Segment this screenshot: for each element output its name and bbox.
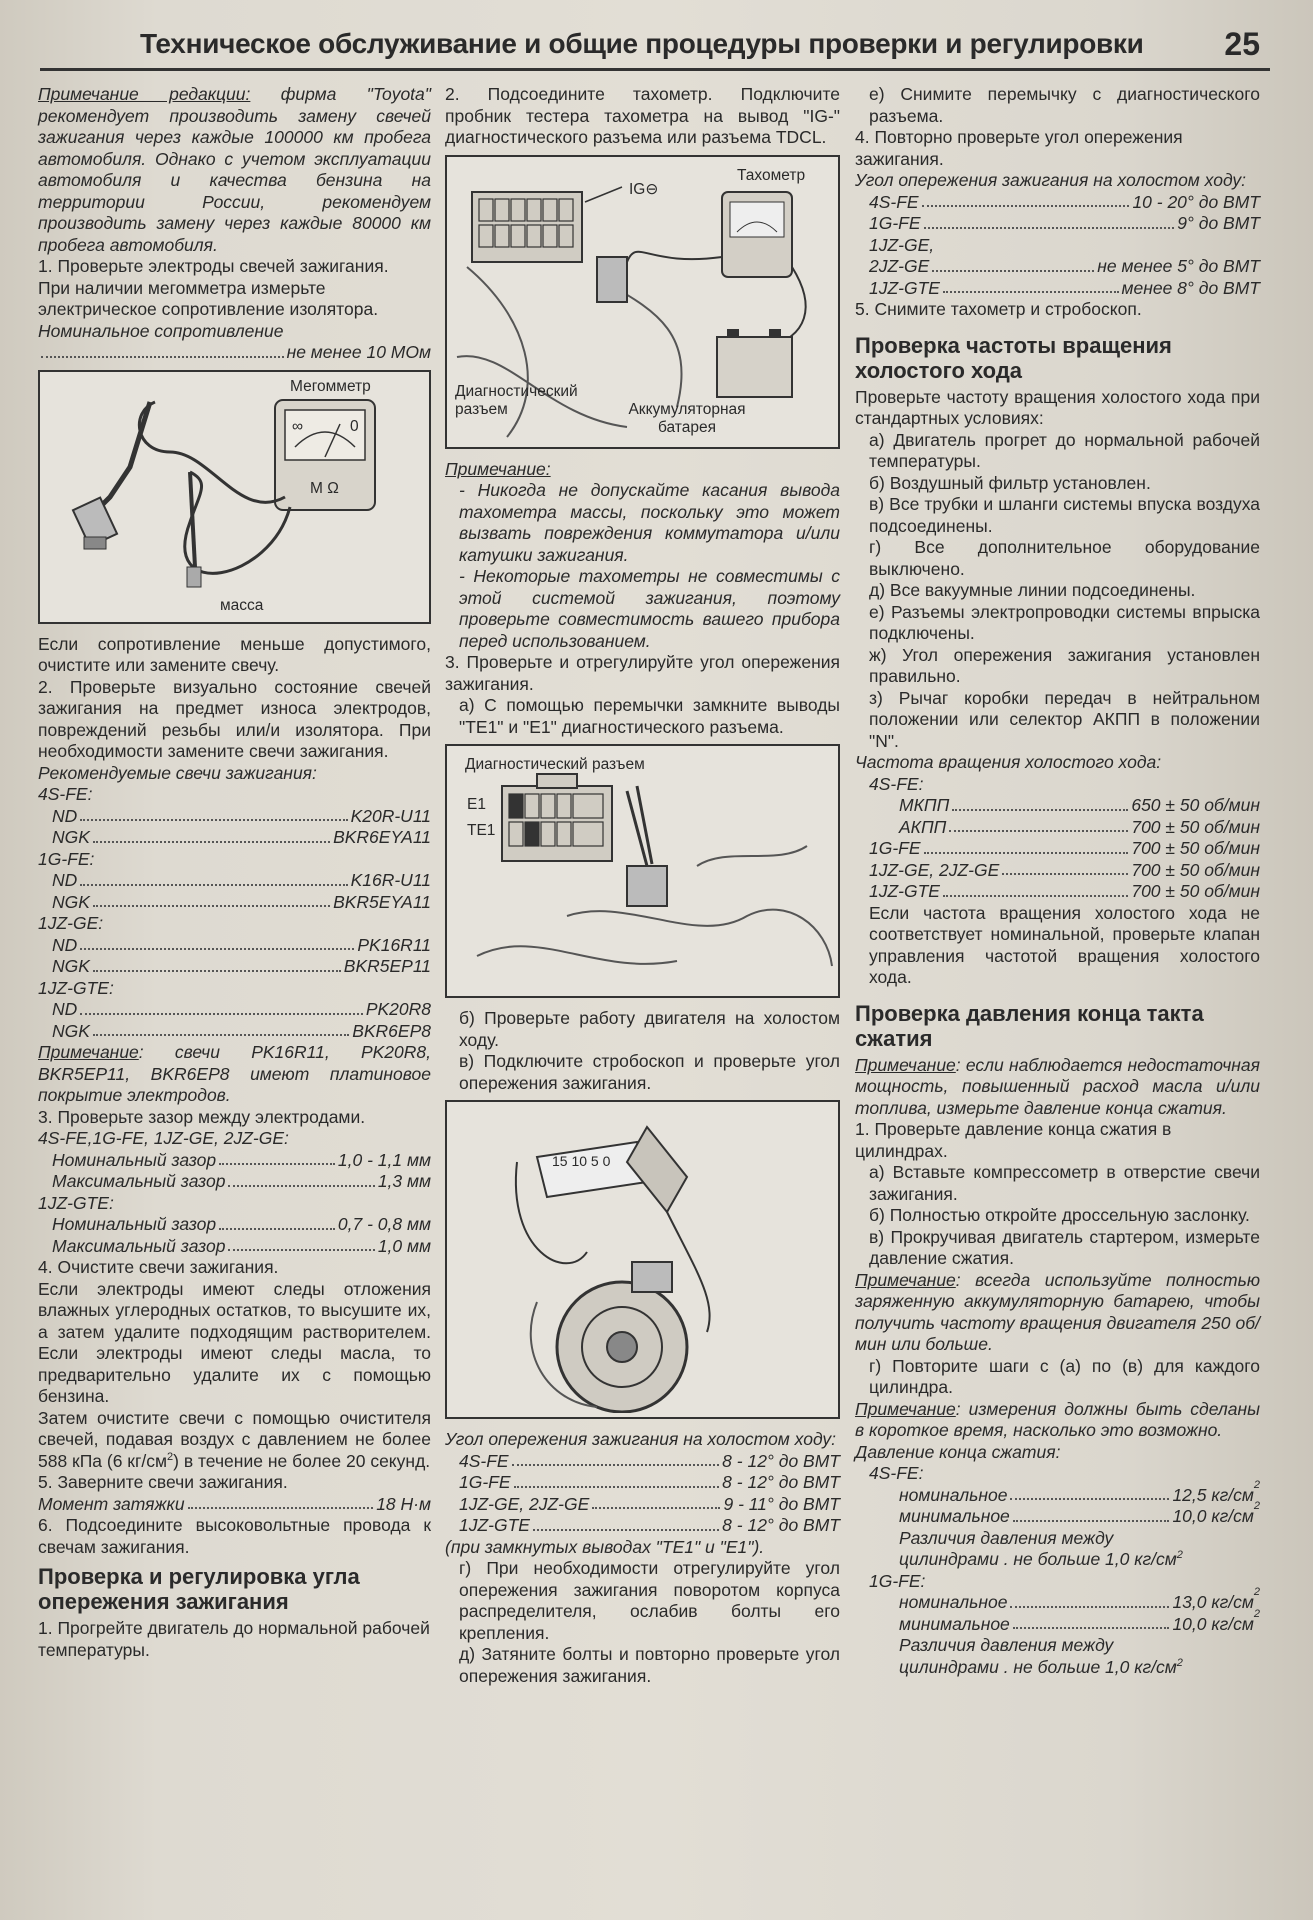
platinum-note-label: Примечание bbox=[38, 1042, 139, 1062]
idle-timing-row-value: не менее 5° до ВМТ bbox=[1097, 256, 1260, 276]
diag-connector-figure bbox=[445, 744, 840, 998]
plug-row bbox=[38, 870, 431, 892]
idle-speed-4sfe: 4S-FE: bbox=[869, 773, 924, 794]
pressure-row bbox=[899, 1607, 1260, 1636]
strobe-figure bbox=[445, 1100, 840, 1419]
compression-step: б) Полностью откройте дроссельную заслонку. bbox=[869, 1205, 1250, 1225]
idle-timing-title: Угол опережения зажигания на холостом ходу: bbox=[445, 1429, 837, 1449]
clean-text-2b: ) в течение не более 20 секунд. bbox=[173, 1450, 431, 1471]
pressure-row-sup: 2 bbox=[1253, 1500, 1260, 1512]
megohmmeter-title: Мегомметр bbox=[290, 377, 371, 395]
plug-row-label: ND bbox=[52, 805, 78, 826]
idle-condition: е) Разъемы электропроводки системы впрыска подключены. bbox=[869, 601, 1260, 643]
nominal-resistance-row bbox=[38, 342, 431, 364]
dial-zero: 0 bbox=[350, 417, 359, 435]
idle-timing-row bbox=[869, 256, 1260, 278]
editor-note-label: Примечание редакции: bbox=[38, 84, 251, 104]
plug-engine: 1JZ-GE: bbox=[38, 913, 104, 933]
heading-idle-speed: Проверка частоты вращения холостого хода bbox=[855, 332, 1172, 383]
plug-row-value: PK20R8 bbox=[365, 999, 431, 1019]
gap-row-value: 1,0 - 1,1 мм bbox=[337, 1149, 431, 1170]
low-resistance-text: Если сопротивление меньше допустимого, очистите или замените свечу. bbox=[38, 633, 431, 675]
idle-timing-row-dots bbox=[932, 256, 1094, 272]
plug-row bbox=[38, 956, 431, 978]
gap-row bbox=[52, 1150, 431, 1172]
compression-note-3 bbox=[855, 1399, 1260, 1442]
ground-label: масса bbox=[220, 596, 264, 614]
pressure-row bbox=[899, 1500, 1260, 1528]
idle-speed-row bbox=[855, 881, 1260, 903]
idle-speed-row-value: 650 ± 50 об/мин bbox=[1131, 795, 1260, 815]
page-title: Техническое обслуживание и общие процедуры проверки и регулировки bbox=[140, 28, 1144, 59]
plug-row-label: ND bbox=[52, 934, 78, 955]
idle-timing-row bbox=[459, 1515, 840, 1537]
idle-speed-row bbox=[855, 860, 1260, 882]
ig-terminal-label: IG⊖ bbox=[629, 180, 659, 198]
pressure-row-dots bbox=[1013, 1614, 1170, 1630]
torque-value: 18 Н·м bbox=[376, 1493, 431, 1514]
meter-unit: М Ω bbox=[310, 479, 339, 497]
plug-row bbox=[38, 935, 431, 957]
compression-step-1: 1. Проверьте давление конца сжатия в цилиндрах. bbox=[855, 1119, 1172, 1161]
megohmmeter-drawing bbox=[40, 372, 429, 618]
column-right bbox=[855, 84, 1260, 1678]
gap-row bbox=[52, 1236, 431, 1258]
idle-timing-row-dots bbox=[514, 1472, 720, 1488]
compression-step: а) Вставьте компрессометр в отверстие свечи зажигания. bbox=[869, 1162, 1260, 1204]
pressure-row bbox=[899, 1478, 1260, 1507]
idle-timing-row-dots bbox=[943, 278, 1119, 294]
plug-row-dots bbox=[93, 827, 330, 843]
tach-note-item: - Некоторые тахометры не совместимы с этой системой зажигания, поэтому проверьте совместимость вашего прибора перед использованием. bbox=[459, 566, 840, 651]
plug-row-label: NGK bbox=[52, 891, 90, 912]
idle-condition: а) Двигатель прогрет до нормальной рабочей температуры. bbox=[869, 429, 1260, 471]
column-left bbox=[38, 84, 431, 1661]
tach-notes bbox=[445, 480, 840, 652]
timing-step-3g: г) При необходимости отрегулируйте угол опережения зажигания поворотом корпуса распределителя, ослабив болты его крепления. bbox=[459, 1558, 840, 1643]
idle-timing-list bbox=[445, 1451, 840, 1537]
idle-timing-row-value: 8 - 12° до ВМТ bbox=[722, 1472, 840, 1492]
platinum-note bbox=[38, 1042, 431, 1107]
step-2: 2. Проверьте визуально состояние свечей зажигания на предмет износа электродов, повреждений резьбы или/и изолятора. При необходимости замените свечи зажигания. bbox=[38, 676, 431, 761]
idle-condition: з) Рычаг коробки передач в нейтральном положении или селектор АКПП в положении "N". bbox=[869, 687, 1260, 751]
timing-step-3: 3. Проверьте и отрегулируйте угол опережения зажигания. bbox=[445, 652, 840, 694]
pressure-row-label: минимальное bbox=[899, 1613, 1010, 1634]
pressure-row-label: номинальное bbox=[899, 1484, 1008, 1505]
plug-row-value: BKR6EP8 bbox=[352, 1020, 431, 1041]
idle-timing-row-label: 1JZ-GTE bbox=[459, 1515, 530, 1535]
idle-timing-row bbox=[869, 278, 1260, 300]
compression-steps bbox=[855, 1162, 1260, 1270]
header-rule bbox=[40, 68, 1270, 71]
plug-row-value: BKR5EYA11 bbox=[333, 891, 431, 912]
compression-step: в) Прокручивая двигатель стартером, измерьте давление сжатия. bbox=[869, 1226, 1260, 1268]
gap-row-label: Номинальный зазор bbox=[52, 1149, 217, 1170]
timing-step-3e: е) Снимите перемычку с диагностического разъема. bbox=[869, 84, 1260, 126]
timing-step-3c: в) Подключите стробоскоп и проверьте угол опережения зажигания. bbox=[459, 1051, 840, 1093]
tach-note-item: - Никогда не допускайте касания вывода тахометра массы, поскольку это может вызвать повреждения коммутатора и/или катушки зажигания. bbox=[459, 480, 840, 565]
e1-label: E1 bbox=[467, 796, 486, 813]
idle-speed-row-label: МКПП bbox=[899, 795, 950, 815]
pressure-row-dots bbox=[1013, 1506, 1170, 1522]
gap-row-label: Максимальный зазор bbox=[52, 1235, 226, 1256]
step-5: 5. Заверните свечи зажигания. bbox=[38, 1472, 288, 1492]
idle-timing-row-dots bbox=[512, 1451, 720, 1467]
gap-row-value: 1,3 мм bbox=[377, 1171, 431, 1191]
diag-connector-label: Диагностический разъем bbox=[455, 382, 578, 418]
idle-timing-row-label: 1JZ-GTE bbox=[869, 277, 940, 298]
step-3: 3. Проверьте зазор между электродами. bbox=[38, 1106, 366, 1127]
pressure-row-sup: 2 bbox=[1253, 1607, 1260, 1620]
torque-label: Момент затяжки bbox=[38, 1493, 185, 1514]
plug-row-label: NGK bbox=[52, 1020, 90, 1041]
step-4: 4. Очистите свечи зажигания. bbox=[38, 1257, 279, 1277]
idle-timing-row-label: 4S-FE bbox=[869, 191, 919, 212]
step-1: 1. Проверьте электроды свечей зажигания. bbox=[38, 256, 389, 276]
plug-row-label: ND bbox=[52, 999, 78, 1019]
pressure-row-value: 10,0 кг/см bbox=[1172, 1613, 1254, 1634]
pressure-row-value: 10,0 кг/см bbox=[1172, 1506, 1254, 1526]
idle-timing-row-dots bbox=[533, 1515, 719, 1531]
idle-timing-row-dots bbox=[592, 1494, 720, 1510]
idle-condition: ж) Угол опережения зажигания установлен правильно. bbox=[869, 644, 1260, 686]
idle-timing-row-label: 1G-FE bbox=[459, 1472, 511, 1492]
compression-note-2-label: Примечание bbox=[855, 1269, 956, 1290]
idle-timing-row bbox=[869, 192, 1260, 214]
pressure-row-value: 13,0 кг/см bbox=[1172, 1592, 1254, 1612]
nominal-resistance-label: Номинальное сопротивление bbox=[38, 320, 284, 341]
editor-note-text: фирма "Toyota" рекомендует производить замену свечей зажигания через каждые 100000 км пробега автомобиля. Однако с учетом эксплуатации автомобиля и качества бензина на территории России, рекомендуем производить замену через каждые 80000 км пробега автомобиля. bbox=[38, 84, 431, 255]
idle-timing-row-dots bbox=[924, 213, 1175, 229]
te1-label: TE1 bbox=[467, 822, 496, 839]
gap-row bbox=[52, 1214, 431, 1236]
pressure-diff-1b bbox=[855, 1549, 1260, 1571]
plug-row-value: BKR5EP11 bbox=[343, 956, 431, 976]
plug-row bbox=[38, 892, 431, 914]
idle-speed-row bbox=[855, 838, 1260, 860]
gap-engines-1: 4S-FE,1G-FE, 1JZ-GE, 2JZ-GE: bbox=[38, 1128, 289, 1148]
pressure-diff-2b-text: цилиндрами . не больше 1,0 кг/см bbox=[899, 1656, 1177, 1677]
idle-speed-row bbox=[855, 795, 1260, 817]
idle-timing-row-label: 1JZ-GE, 2JZ-GE bbox=[459, 1493, 590, 1514]
idle-speed-row-dots bbox=[943, 881, 1128, 897]
plug-row-value: PK16R11 bbox=[357, 934, 431, 955]
gap-spec-1 bbox=[38, 1150, 431, 1193]
idle-speed-row-label: 1G-FE bbox=[869, 838, 921, 858]
idle-speed-list bbox=[855, 795, 1260, 903]
idle-speed-fail: Если частота вращения холостого хода не соответствует номинальной, проверьте клапан управления частотой вращения холостого хода. bbox=[869, 902, 1260, 987]
idle-speed-row-dots bbox=[949, 817, 1128, 833]
plug-row-dots bbox=[80, 870, 347, 886]
heading-compression: Проверка давления конца такта сжатия bbox=[855, 1000, 1204, 1051]
plug-row bbox=[38, 1021, 431, 1043]
idle-timing-row-label: 4S-FE bbox=[459, 1450, 509, 1471]
compression-note-1-text: : если наблюдается недостаточная мощность, повышенный расход масла и/или топлива, измерьте давление конца сжатия. bbox=[855, 1054, 1260, 1118]
idle-timing-row-value: 8 - 12° до ВМТ bbox=[722, 1515, 840, 1535]
tachometer-figure bbox=[445, 155, 840, 449]
recommended-plugs-title: Рекомендуемые свечи зажигания: bbox=[38, 762, 317, 783]
gap-row-label: Максимальный зазор bbox=[52, 1171, 226, 1191]
strobe-drawing bbox=[447, 1102, 838, 1413]
idle-timing-title-2: Угол опережения зажигания на холостом ходу: bbox=[855, 170, 1247, 190]
plug-row-dots bbox=[80, 999, 363, 1015]
compression-step-g: г) Повторите шаги с (а) по (в) для каждого цилиндра. bbox=[869, 1355, 1260, 1397]
strobe-lamp bbox=[627, 1127, 687, 1212]
idle-timing-row bbox=[869, 213, 1260, 235]
heading-ignition-timing: Проверка и регулировка угла опережения зажигания bbox=[38, 1564, 360, 1614]
clean-text-1: Если электроды имеют следы отложения влажных углеродных остатков, то высушите их, а затем удалите подходящим растворителем. Если электроды имеют следы масла, то предварительно удалите их с помощью бензина. bbox=[38, 1278, 431, 1406]
idle-speed-row-label: АКПП bbox=[899, 816, 947, 837]
idle-timing-list-2 bbox=[855, 192, 1260, 300]
closed-terminals-note: (при замкнутых выводах "TE1" и "E1"). bbox=[445, 1536, 765, 1557]
tach-step-2: 2. Подсоедините тахометр. Подключите пробник тестера тахометра на вывод "IG-" диагностического разъема или разъема TDCL. bbox=[445, 84, 840, 147]
diag-connector-title: Диагностический разъем bbox=[465, 756, 645, 773]
timing-step-3a: а) С помощью перемычки замкните выводы "TE1" и "E1" диагностического разъема. bbox=[459, 695, 840, 737]
idle-speed-row-value: 700 ± 50 об/мин bbox=[1131, 881, 1260, 901]
idle-speed-row-label: 1JZ-GTE bbox=[869, 881, 940, 901]
page-number: 25 bbox=[1224, 26, 1260, 62]
pressure-diff-2-sup: 2 bbox=[1176, 1656, 1183, 1669]
pressure-diff-1b-text: цилиндрами . не больше 1,0 кг/см bbox=[899, 1549, 1177, 1569]
clean-text-2a: Затем очистите свечи с помощью очистителя свечей, подавая воздух с давлением не более 588 кПа (6 кг/см bbox=[38, 1407, 431, 1471]
compression-note-3-text: : измерения должны быть сделаны в короткое время, насколько это возможно. bbox=[855, 1398, 1260, 1440]
plug-row bbox=[38, 827, 431, 849]
idle-timing-row-value: 9 - 11° до ВМТ bbox=[723, 1493, 840, 1514]
idle-condition: б) Воздушный фильтр установлен. bbox=[869, 472, 1151, 493]
gap-row bbox=[52, 1171, 431, 1193]
pressure-row bbox=[899, 1586, 1260, 1614]
idle-condition: д) Все вакуумные линии подсоединены. bbox=[869, 580, 1196, 600]
plug-engine: 1G-FE: bbox=[38, 848, 95, 869]
timing-step-3b: б) Проверьте работу двигателя на холостом ходу. bbox=[459, 1008, 840, 1050]
gap-engines-2: 1JZ-GTE: bbox=[38, 1192, 114, 1213]
gap-row-dots bbox=[219, 1150, 335, 1166]
idle-timing-row-value: 10 - 20° до ВМТ bbox=[1132, 191, 1260, 212]
pressure-diff-1a: Различия давления между bbox=[899, 1527, 1114, 1548]
megohm-text: При наличии мегомметра измерьте электрическое сопротивление изолятора. bbox=[38, 277, 379, 319]
pressure-4sfe: 4S-FE: bbox=[869, 1463, 924, 1483]
gap-row-dots bbox=[228, 1236, 374, 1252]
idle-speed-row-dots bbox=[1002, 860, 1128, 876]
plug-row-label: NGK bbox=[52, 827, 90, 847]
recommended-plugs-list bbox=[38, 784, 431, 1042]
idle-timing-row-value: 9° до ВМТ bbox=[1177, 213, 1260, 233]
gap-row-dots bbox=[219, 1214, 335, 1230]
gap-row-dots bbox=[228, 1171, 374, 1187]
pressure-diff-2b bbox=[855, 1657, 1260, 1679]
plug-engine: 1JZ-GTE: bbox=[38, 977, 114, 998]
pressure-row-label: номинальное bbox=[899, 1592, 1008, 1612]
plug-row bbox=[38, 999, 431, 1021]
timing-step-5: 5. Снимите тахометр и стробоскоп. bbox=[855, 299, 1142, 319]
idle-condition: в) Все трубки и шланги системы впуска воздуха подсоединены. bbox=[869, 494, 1260, 536]
torque-row bbox=[38, 1494, 431, 1516]
idle-conditions-list bbox=[855, 430, 1260, 753]
gap-row-label: Номинальный зазор bbox=[52, 1214, 217, 1234]
gap-spec-2 bbox=[38, 1214, 431, 1257]
plug-engine: 4S-FE: bbox=[38, 784, 93, 804]
timing-step-4: 4. Повторно проверьте угол опережения зажигания. bbox=[855, 127, 1183, 169]
diag-connector-drawing bbox=[447, 746, 838, 992]
plug-row-dots bbox=[93, 892, 330, 908]
idle-speed-row-dots bbox=[924, 838, 1129, 854]
nominal-resistance-value: не менее 10 МОм bbox=[286, 342, 431, 362]
compression-note-3-label: Примечание bbox=[855, 1398, 956, 1419]
idle-timing-row-label: 1G-FE bbox=[869, 213, 921, 233]
tach-note-label: Примечание: bbox=[445, 458, 551, 479]
idle-timing-row bbox=[459, 1494, 840, 1516]
pressure-row-dots bbox=[1010, 1485, 1169, 1501]
idle-speed-row-value: 700 ± 50 об/мин bbox=[1131, 838, 1260, 858]
pressure-row-sup: 2 bbox=[1253, 1586, 1260, 1598]
plug-row-label: NGK bbox=[52, 956, 90, 976]
pressure-row-label: минимальное bbox=[899, 1506, 1010, 1526]
page-header bbox=[20, 22, 1270, 70]
gap-row-value: 0,7 - 0,8 мм bbox=[337, 1214, 431, 1234]
pressure-list-2 bbox=[855, 1586, 1260, 1635]
pressure-row-dots bbox=[1010, 1592, 1169, 1608]
tachometer-label: Тахометр bbox=[737, 166, 806, 184]
plug-row-dots bbox=[93, 956, 341, 972]
clean-sup: 2 bbox=[167, 1450, 174, 1463]
battery-label: Аккумуляторная батарея bbox=[628, 400, 746, 436]
idle-timing-engine: 1JZ-GE, bbox=[869, 234, 935, 255]
pressure-diff-2a: Различия давления между bbox=[899, 1635, 1114, 1655]
idle-speed-intro: Проверьте частоту вращения холостого хода при стандартных условиях: bbox=[855, 386, 1260, 428]
idle-timing-row-dots bbox=[922, 192, 1130, 208]
pressure-row-value: 12,5 кг/см bbox=[1172, 1484, 1254, 1505]
platinum-note-text: : свечи PK16R11, PK20R8, BKR5EP11, BKR6EP8 имеют платиновое покрытие электродов. bbox=[38, 1042, 431, 1105]
clean-text-2 bbox=[38, 1408, 431, 1473]
pressure-list-1 bbox=[855, 1478, 1260, 1528]
idle-speed-row-label: 1JZ-GE, 2JZ-GE bbox=[869, 859, 1000, 880]
editor-note bbox=[38, 84, 431, 256]
timing-step-3d: д) Затяните болты и повторно проверьте угол опережения зажигания. bbox=[459, 1644, 840, 1686]
idle-timing-row-label: 2JZ-GE bbox=[869, 256, 930, 276]
plug-row-value: BKR6EYA11 bbox=[333, 827, 431, 847]
strobe-scale-text: 15 10 5 0 bbox=[552, 1153, 611, 1169]
idle-timing-row bbox=[459, 1451, 840, 1473]
megohmmeter-figure bbox=[38, 370, 431, 624]
gap-row-value: 1,0 мм bbox=[377, 1235, 431, 1256]
idle-speed-row-value: 700 ± 50 об/мин bbox=[1131, 859, 1260, 880]
column-middle bbox=[445, 84, 840, 1687]
idle-condition: г) Все дополнительное оборудование выключено. bbox=[869, 537, 1260, 579]
idle-timing-row bbox=[459, 1472, 840, 1494]
ignition-step-1: 1. Прогрейте двигатель до нормальной рабочей температуры. bbox=[38, 1618, 430, 1660]
idle-timing-row-value: менее 8° до ВМТ bbox=[1121, 277, 1260, 298]
plug-row bbox=[38, 806, 431, 828]
plug-row-value: K20R-U11 bbox=[350, 805, 431, 826]
pressure-1gfe: 1G-FE: bbox=[869, 1570, 926, 1591]
compression-note-2 bbox=[855, 1270, 1260, 1356]
idle-speed-row-value: 700 ± 50 об/мин bbox=[1131, 816, 1260, 837]
pressure-diff-1-sup: 2 bbox=[1176, 1549, 1183, 1562]
idle-timing-row-value: 8 - 12° до ВМТ bbox=[722, 1450, 840, 1471]
compression-note-2-text: : всегда используйте полностью заряженную аккумуляторную батарею, чтобы получить частоту вращения двигателя 250 об/мин или больше. bbox=[855, 1269, 1260, 1354]
dial-infinity: ∞ bbox=[292, 417, 304, 435]
pressure-title: Давление конца сжатия: bbox=[855, 1441, 1061, 1462]
compression-note-1 bbox=[855, 1055, 1260, 1120]
plug-row-label: ND bbox=[52, 870, 78, 890]
idle-speed-title: Частота вращения холостого хода: bbox=[855, 752, 1162, 772]
plug-row-value: K16R-U11 bbox=[350, 870, 431, 890]
plug-row-dots bbox=[80, 806, 347, 822]
battery bbox=[717, 337, 792, 397]
pressure-row-sup: 2 bbox=[1253, 1478, 1260, 1491]
compression-note-1-label: Примечание bbox=[855, 1054, 956, 1075]
plug-row-dots bbox=[80, 935, 354, 951]
plug-row-dots bbox=[93, 1021, 349, 1037]
idle-speed-row-dots bbox=[952, 795, 1128, 811]
idle-speed-row bbox=[855, 817, 1260, 839]
step-6: 6. Подсоедините высоковольтные провода к свечам зажигания. bbox=[38, 1515, 431, 1557]
